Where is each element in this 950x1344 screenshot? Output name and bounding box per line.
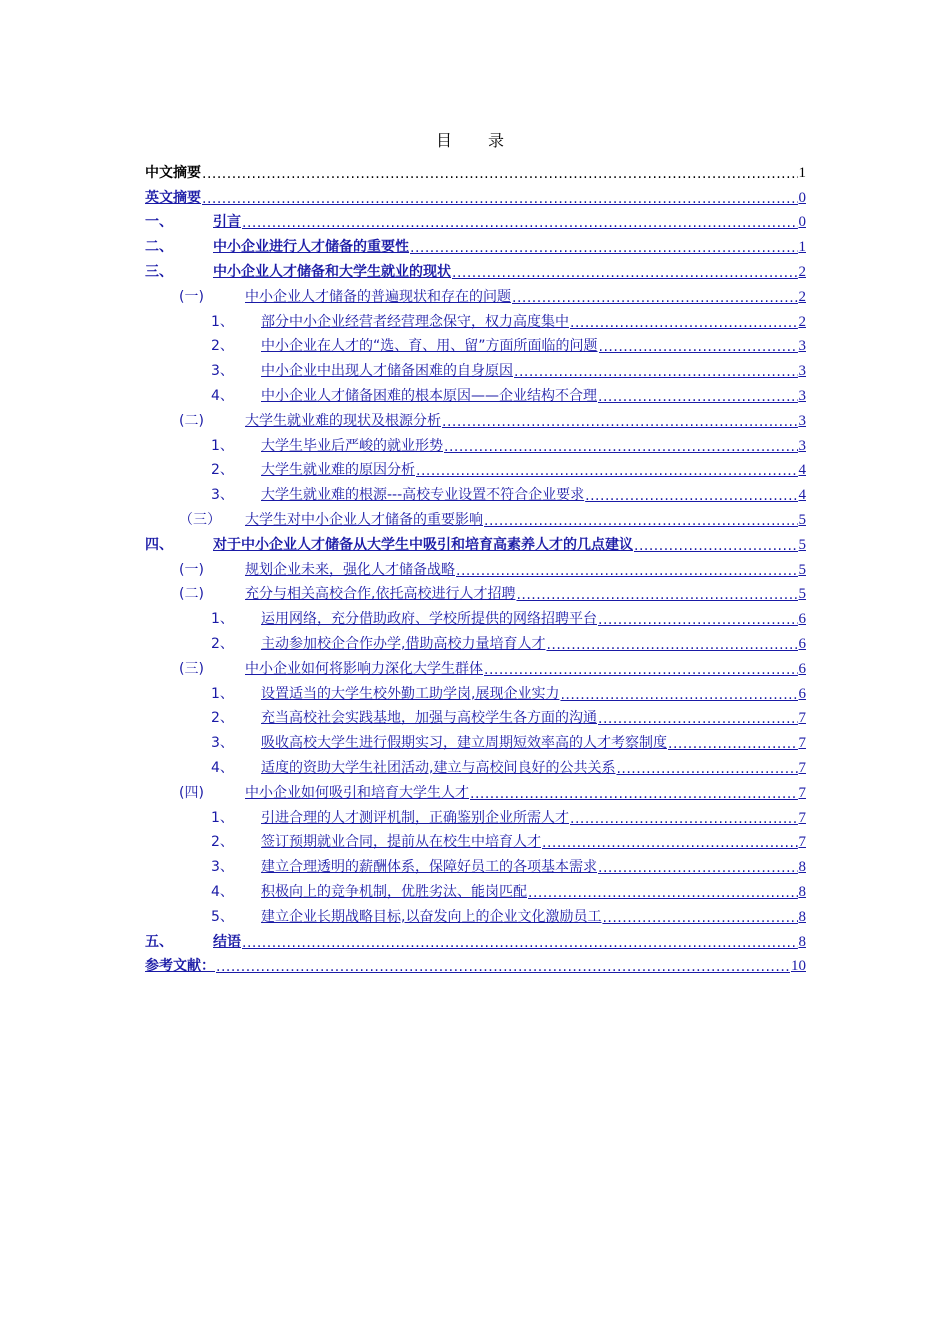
toc-entry-number: 4、 [211, 759, 234, 776]
toc-entry-title: 中小企业人才储备和大学生就业的现状 [213, 263, 451, 280]
toc-entry-number: 4、 [211, 883, 234, 900]
toc-entry-title: 建立企业长期战略目标,以奋发向上的企业文化激励员工 [261, 908, 602, 925]
toc-dot-leader [442, 414, 798, 430]
toc-entry[interactable] [145, 504, 806, 529]
toc-entry[interactable] [145, 827, 806, 852]
toc-entry-number: 3、 [211, 363, 234, 380]
toc-entry-title: 大学生就业难的根源---高校专业设置不符合企业要求 [261, 487, 585, 504]
toc-entry[interactable] [145, 727, 806, 752]
table-of-contents [145, 157, 806, 975]
toc-dot-leader [470, 786, 798, 802]
toc-dot-leader [599, 339, 798, 355]
toc-entry-page-number: 0 [798, 214, 806, 231]
toc-entry[interactable] [145, 306, 806, 331]
toc-entry-title: 中小企业中出现人才储备困难的自身原因 [261, 363, 513, 380]
toc-entry[interactable] [145, 851, 806, 876]
toc-entry[interactable] [145, 256, 806, 281]
toc-entry-page-number: 7 [798, 784, 806, 801]
toc-entry-title: 运用网络，充分借助政府、学校所提供的网络招聘平台 [261, 611, 597, 628]
toc-dot-leader [560, 687, 797, 703]
toc-entry[interactable] [145, 405, 806, 430]
toc-entry-title: 充当高校社会实践基地，加强与高校学生各方面的沟通 [261, 710, 597, 727]
toc-entry-number: (二) [179, 586, 204, 603]
toc-entry-page-number: 3 [798, 338, 806, 355]
toc-entry-title: 签订预期就业合同，提前从在校生中培育人才 [261, 834, 541, 851]
toc-entry-page-number: 7 [798, 710, 806, 727]
toc-entry-number: 二、 [145, 239, 173, 256]
toc-entry[interactable] [145, 678, 806, 703]
toc-entry-number: 五、 [145, 933, 173, 950]
toc-entry[interactable] [145, 207, 806, 232]
toc-entry-title: 中小企业如何吸引和培育大学生人才 [245, 784, 469, 801]
toc-dot-leader [242, 935, 798, 951]
toc-entry-title: 部分中小企业经营者经营理念保守，权力高度集中 [261, 313, 569, 330]
toc-dot-leader [484, 513, 798, 529]
toc-entry-title: 中文摘要 [145, 164, 201, 181]
toc-entry[interactable] [145, 529, 806, 554]
toc-entry[interactable] [145, 901, 806, 926]
toc-entry-page-number: 7 [798, 809, 806, 826]
toc-dot-leader [598, 711, 798, 727]
toc-entry-number: (一) [179, 288, 204, 305]
toc-entry-page-number: 2 [798, 288, 806, 305]
toc-entry[interactable] [145, 653, 806, 678]
toc-entry[interactable] [145, 430, 806, 455]
toc-entry [145, 157, 806, 182]
toc-entry-title: 中小企业在人才的“选、育、用、留”方面所面临的问题 [261, 338, 598, 355]
toc-entry[interactable] [145, 479, 806, 504]
toc-entry-number: 5、 [211, 908, 234, 925]
toc-entry-title: 中小企业如何将影响力深化大学生群体 [245, 660, 483, 677]
toc-entry[interactable] [145, 802, 806, 827]
toc-dot-leader [512, 290, 798, 306]
toc-entry-title: 引言 [213, 214, 241, 231]
toc-entry-number: 四、 [145, 536, 173, 553]
toc-dot-leader [570, 315, 798, 331]
toc-entry-page-number: 3 [798, 412, 806, 429]
toc-dot-leader [598, 389, 798, 405]
toc-dot-leader [528, 885, 798, 901]
toc-entry-number: 2、 [211, 635, 234, 652]
toc-entry[interactable] [145, 777, 806, 802]
toc-dot-leader [542, 835, 798, 851]
toc-entry-title: 积极向上的竞争机制，优胜劣汰、能岗匹配 [261, 883, 527, 900]
toc-dot-leader [602, 910, 797, 926]
toc-entry-number: 2、 [211, 462, 234, 479]
toc-entry-title: 对于中小企业人才储备从大学生中吸引和培育高素养人才的几点建议 [213, 536, 633, 553]
toc-entry-page-number: 3 [798, 363, 806, 380]
toc-entry[interactable] [145, 380, 806, 405]
toc-entry-title: 设置适当的大学生校外勤工助学岗,展现企业实力 [261, 685, 560, 702]
toc-entry-page-number: 6 [798, 635, 806, 652]
toc-entry-number: 一、 [145, 214, 173, 231]
toc-entry-number: 3、 [211, 735, 234, 752]
toc-dot-leader [416, 463, 798, 479]
toc-dot-leader [452, 265, 798, 281]
toc-entry-page-number: 8 [798, 908, 806, 925]
toc-entry-page-number: 5 [798, 536, 806, 553]
toc-entry-number: 1、 [211, 809, 234, 826]
toc-entry-number: (四) [179, 784, 204, 801]
toc-entry-title: 主动参加校企合作办学,借助高校力量培育人才 [261, 635, 546, 652]
toc-entry[interactable] [145, 579, 806, 604]
toc-dot-leader [242, 215, 798, 231]
toc-entry-title: 结语 [213, 933, 241, 950]
toc-entry[interactable] [145, 628, 806, 653]
toc-dot-leader [202, 166, 798, 182]
toc-entry[interactable] [145, 554, 806, 579]
toc-entry-title: 建立合理透明的薪酬体系，保障好员工的各项基本需求 [261, 859, 597, 876]
toc-entry-number: 1、 [211, 437, 234, 454]
toc-entry-page-number: 8 [798, 933, 806, 950]
toc-dot-leader [484, 662, 798, 678]
toc-entry-title: 大学生就业难的现状及根源分析 [245, 412, 441, 429]
toc-entry-number: 2、 [211, 338, 234, 355]
toc-entry-number: (一) [179, 561, 204, 578]
toc-entry-title: 适度的资助大学生社团活动,建立与高校间良好的公共关系 [261, 759, 616, 776]
toc-entry-page-number: 7 [798, 834, 806, 851]
toc-entry-title: 中小企业人才储备困难的根本原因——企业结构不合理 [261, 387, 597, 404]
toc-entry[interactable] [145, 703, 806, 728]
toc-entry-number: 4、 [211, 387, 234, 404]
toc-entry-page-number: 8 [798, 859, 806, 876]
toc-entry-number: 1、 [211, 313, 234, 330]
toc-entry[interactable] [145, 355, 806, 380]
toc-entry-title: 中小企业进行人才储备的重要性 [213, 239, 409, 256]
toc-entry-page-number: 3 [798, 437, 806, 454]
toc-dot-leader [616, 761, 797, 777]
toc-entry-title: 吸收高校大学生进行假期实习，建立周期短效率高的人才考察制度 [261, 735, 667, 752]
toc-entry-title: 引进合理的人才测评机制，正确鉴别企业所需人才 [261, 809, 569, 826]
toc-dot-leader [410, 240, 798, 256]
toc-entry-number: (二) [179, 412, 204, 429]
toc-entry-number: (三) [179, 660, 204, 677]
toc-entry-number: 三、 [145, 263, 173, 280]
toc-entry[interactable] [145, 603, 806, 628]
toc-entry-title: 充分与相关高校合作,依托高校进行人才招聘 [245, 586, 516, 603]
toc-entry-page-number: 6 [798, 660, 806, 677]
toc-entry-page-number: 4 [798, 487, 806, 504]
toc-entry-page-number: 6 [798, 611, 806, 628]
toc-entry-number: 3、 [211, 859, 234, 876]
toc-dot-leader [444, 439, 798, 455]
toc-entry-page-number: 5 [798, 561, 806, 578]
toc-entry[interactable] [145, 281, 806, 306]
toc-entry-title: 大学生就业难的原因分析 [261, 462, 415, 479]
toc-dot-leader [216, 959, 790, 975]
toc-entry-number: 2、 [211, 834, 234, 851]
toc-entry-title: 英文摘要 [145, 189, 201, 206]
toc-dot-leader [456, 563, 798, 579]
toc-entry[interactable] [145, 331, 806, 356]
toc-dot-leader [516, 587, 797, 603]
toc-entry[interactable] [145, 951, 806, 976]
toc-dot-leader [546, 637, 797, 653]
toc-entry-page-number: 10 [791, 958, 806, 975]
toc-entry[interactable] [145, 926, 806, 951]
toc-entry-title: 参考文献： [145, 958, 215, 975]
toc-entry[interactable] [145, 231, 806, 256]
toc-entry-page-number: 8 [798, 883, 806, 900]
toc-entry-page-number: 6 [798, 685, 806, 702]
toc-dot-leader [668, 736, 798, 752]
toc-entry-title: 大学生对中小企业人才储备的重要影响 [245, 511, 483, 528]
toc-entry-title: 规划企业未来，强化人才储备战略 [245, 561, 455, 578]
toc-dot-leader [202, 191, 798, 207]
toc-dot-leader [585, 488, 797, 504]
toc-entry-title: 大学生毕业后严峻的就业形势 [261, 437, 443, 454]
toc-entry-page-number: 7 [798, 735, 806, 752]
toc-entry-page-number: 4 [798, 462, 806, 479]
toc-entry[interactable] [145, 455, 806, 480]
toc-entry-page-number: 1 [798, 239, 806, 256]
toc-entry[interactable] [145, 876, 806, 901]
toc-entry-number: 1、 [211, 685, 234, 702]
toc-title: 目 录 [435, 131, 514, 150]
toc-entry-page-number: 7 [798, 759, 806, 776]
toc-entry-page-number: 3 [798, 387, 806, 404]
toc-entry-number: 3、 [211, 487, 234, 504]
toc-dot-leader [634, 538, 798, 554]
toc-dot-leader [598, 860, 798, 876]
toc-entry-page-number: 5 [798, 586, 806, 603]
toc-entry-page-number: 0 [798, 189, 806, 206]
toc-entry-number: 2、 [211, 710, 234, 727]
toc-entry-page-number: 2 [798, 313, 806, 330]
toc-entry-number: 1、 [211, 611, 234, 628]
toc-entry[interactable] [145, 182, 806, 207]
toc-dot-leader [570, 811, 798, 827]
toc-dot-leader [598, 612, 798, 628]
toc-dot-leader [514, 364, 798, 380]
toc-entry-page-number: 5 [798, 511, 806, 528]
toc-entry-title: 中小企业人才储备的普遍现状和存在的问题 [245, 288, 511, 305]
toc-entry-page-number: 1 [798, 164, 806, 181]
toc-entry[interactable] [145, 752, 806, 777]
toc-entry-number: （三） [179, 511, 221, 528]
toc-entry-page-number: 2 [798, 263, 806, 280]
